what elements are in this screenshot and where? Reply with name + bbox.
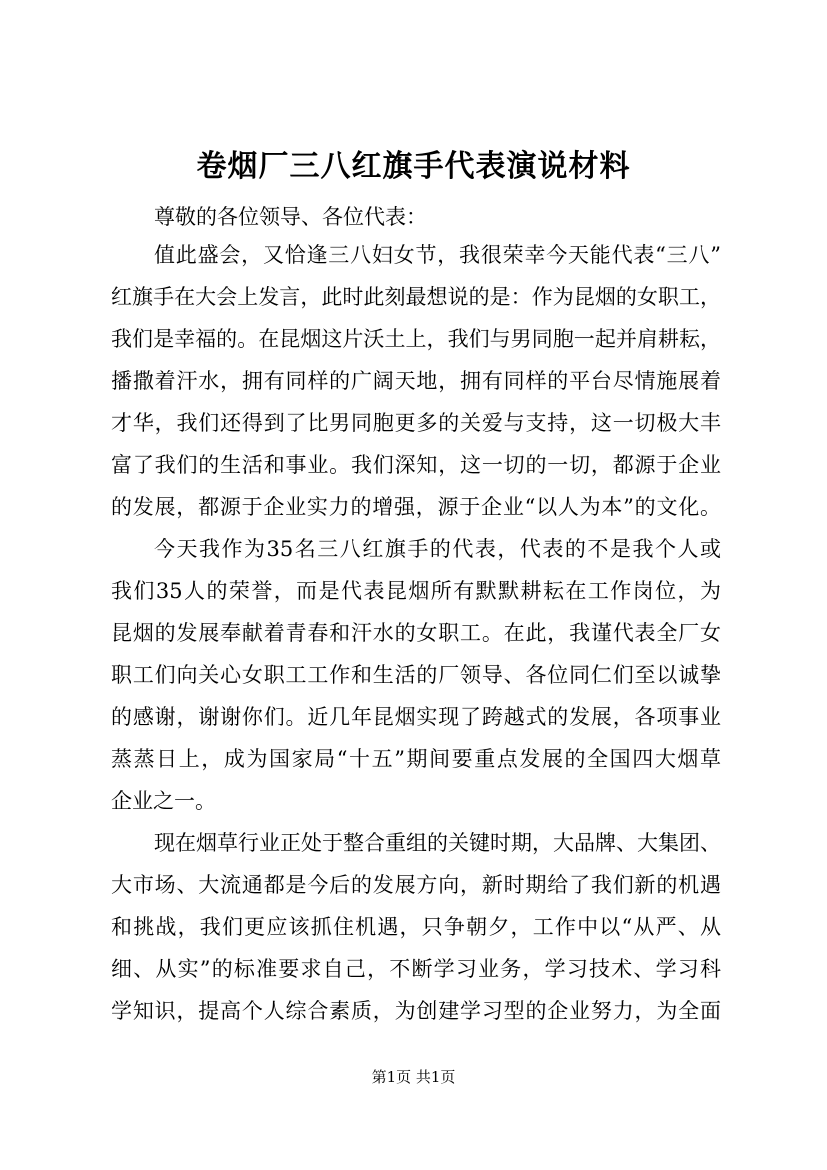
body-line: 才华，我们还得到了比男同胞更多的关爱与支持，这一切极大丰 xyxy=(111,411,721,435)
greeting-line: 尊敬的各位领导、各位代表： xyxy=(154,205,427,229)
body-line: 的感谢，谢谢你们。近几年昆烟实现了跨越式的发展，各项事业 xyxy=(111,705,721,729)
page-footer: 第1页 共1页 xyxy=(371,1068,456,1086)
document-title: 卷烟厂三八红旗手代表演说材料 xyxy=(196,149,631,184)
body-line: 的发展，都源于企业实力的增强，源于企业“以人为本”的文化。 xyxy=(111,495,721,519)
body-line: 我们35人的荣誉，而是代表昆烟所有默默耕耘在工作岗位，为 xyxy=(111,579,721,603)
body-line: 播撒着汗水，拥有同样的广阔天地，拥有同样的平台尽情施展着 xyxy=(111,369,721,393)
body-line: 学知识，提高个人综合素质，为创建学习型的企业努力，为全面 xyxy=(111,999,721,1023)
body-line: 今天我作为35名三八红旗手的代表，代表的不是我个人或 xyxy=(154,537,721,561)
body-line: 大市场、大流通都是今后的发展方向，新时期给了我们新的机遇 xyxy=(111,873,721,897)
body-line: 富了我们的生活和事业。我们深知，这一切的一切，都源于企业 xyxy=(111,453,721,477)
body-line: 职工们向关心女职工工作和生活的厂领导、各位同仁们至以诚挚 xyxy=(111,663,721,687)
body-line: 昆烟的发展奉献着青春和汗水的女职工。在此，我谨代表全厂女 xyxy=(111,621,721,645)
body-line: 和挑战，我们更应该抓住机遇，只争朝夕，工作中以“从严、从 xyxy=(111,915,721,939)
document-body xyxy=(111,234,721,1032)
body-line: 企业之一。 xyxy=(111,789,216,813)
body-line: 值此盛会，又恰逢三八妇女节，我很荣幸今天能代表“三八” xyxy=(154,243,721,267)
body-line: 细、从实”的标准要求自己，不断学习业务，学习技术、学习科 xyxy=(111,957,721,981)
body-line: 现在烟草行业正处于整合重组的关键时期，大品牌、大集团、 xyxy=(154,831,721,855)
body-line: 红旗手在大会上发言，此时此刻最想说的是：作为昆烟的女职工， xyxy=(111,285,721,309)
body-line: 蒸蒸日上，成为国家局“十五”期间要重点发展的全国四大烟草 xyxy=(111,747,721,771)
body-line: 我们是幸福的。在昆烟这片沃土上，我们与男同胞一起并肩耕耘， xyxy=(111,327,721,351)
